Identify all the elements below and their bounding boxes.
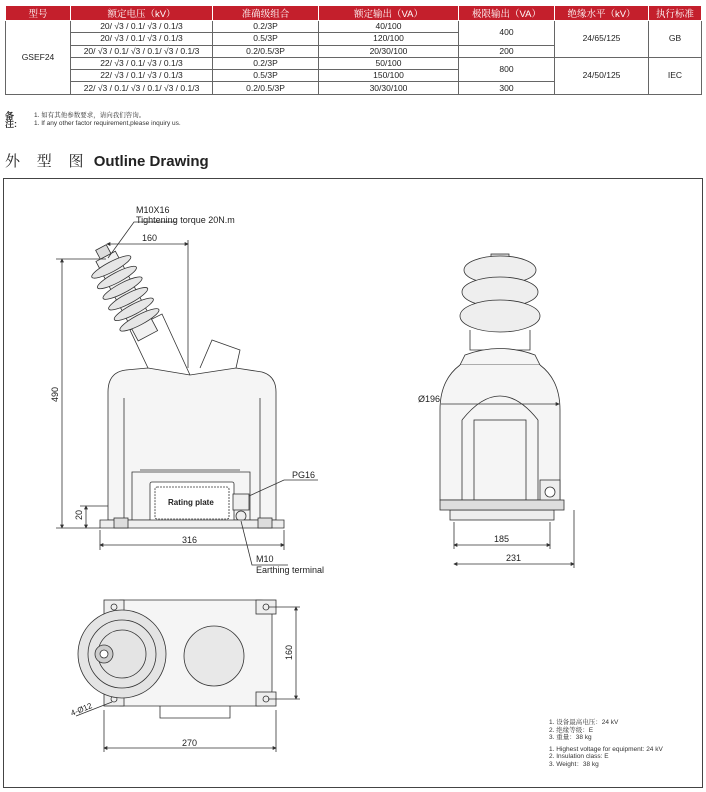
dim-160-right: 160 [284,644,294,660]
notes-line-cn: 1. 如有其他参数要求，请向我们咨询。 [34,112,146,119]
dim-316: 316 [182,535,198,545]
dim-160-top: 160 [142,233,158,243]
voltage-cell: 20/ √3 / 0.1/ √3 / 0.1/3 [71,21,213,33]
insulation-cell: 24/50/125 [555,57,649,94]
torque-label: Tightening torque 20N.m [136,215,235,225]
dim-490: 490 [50,386,60,402]
notes-label: 备注: [5,111,17,129]
voltage-cell: 22/ √3 / 0.1/ √3 / 0.1/ √3 / 0.1/3 [71,82,213,94]
voltage-cell: 20/ √3 / 0.1/ √3 / 0.1/ √3 / 0.1/3 [71,45,213,57]
front-view [56,222,318,565]
insulation-cell: 24/65/125 [555,21,649,58]
earthing-label: Earthing terminal [256,565,325,575]
accuracy-cell: 0.2/3P [213,57,319,69]
accuracy-cell: 0.2/0.5/3P [213,82,319,94]
spec-note-en-1: 1. Highest voltage for equipment: 24 kV [549,745,663,753]
output-cell: 50/100 [319,57,459,69]
dim-holes: 4-Ø12 [69,701,94,718]
dim-270: 270 [182,738,198,748]
accuracy-cell: 0.2/3P [213,21,319,33]
header-insulation: 绝缘水平（kV） [555,6,649,21]
pg16-label: PG16 [292,470,316,480]
limit-cell: 300 [459,82,555,94]
dim-20: 20 [74,509,84,520]
voltage-cell: 22/ √3 / 0.1/ √3 / 0.1/3 [71,70,213,82]
standard-cell: IEC [649,57,702,94]
section-title-en: Outline Drawing [93,153,209,170]
spec-note-cn-2: 2. 绝缘等级：E [549,726,594,734]
limit-cell: 400 [459,21,555,46]
header-output: 额定输出（VA） [319,6,459,21]
rating-plate-label: Rating plate [168,498,214,507]
header-limit: 极限输出（VA） [459,6,555,21]
spec-note-cn-1: 1. 设备最高电压：24 kV [549,719,619,726]
header-accuracy: 准确级组合 [213,6,319,21]
spec-note-en-2: 2. Insulation class: E [549,753,609,760]
header-model: 型号 [6,6,71,21]
section-title-cn: 外 型 图 [5,152,90,170]
spec-note-en-3: 3. Weight：38 kg [549,760,599,768]
dim-231: 231 [506,553,522,563]
limit-cell: 800 [459,57,555,82]
accuracy-cell: 0.2/0.5/3P [213,45,319,57]
model-cell: GSEF24 [6,21,71,95]
m10-label: M10 [256,554,274,564]
dim-phi196: Ø196 [418,394,441,404]
spec-notes [549,719,663,768]
output-cell: 120/100 [319,33,459,45]
thread-label: M10X16 [136,205,170,215]
standard-cell: GB [649,21,702,58]
dim-185: 185 [494,534,510,544]
side-view [440,254,574,568]
output-cell: 150/100 [319,70,459,82]
limit-cell: 200 [459,45,555,57]
output-cell: 20/30/100 [319,45,459,57]
voltage-cell: 20/ √3 / 0.1/ √3 / 0.1/3 [71,33,213,45]
top-view [76,600,300,752]
header-standard: 执行标准 [649,6,702,21]
accuracy-cell: 0.5/3P [213,70,319,82]
spec-note-cn-3: 3. 重量：38 kg [549,734,592,741]
output-cell: 30/30/100 [319,82,459,94]
accuracy-cell: 0.5/3P [213,33,319,45]
header-voltage: 额定电压（kV） [71,6,213,21]
voltage-cell: 22/ √3 / 0.1/ √3 / 0.1/3 [71,57,213,69]
notes-line-en: 1. If any other factor requirement,please inquiry us. [34,120,181,127]
output-cell: 40/100 [319,21,459,33]
